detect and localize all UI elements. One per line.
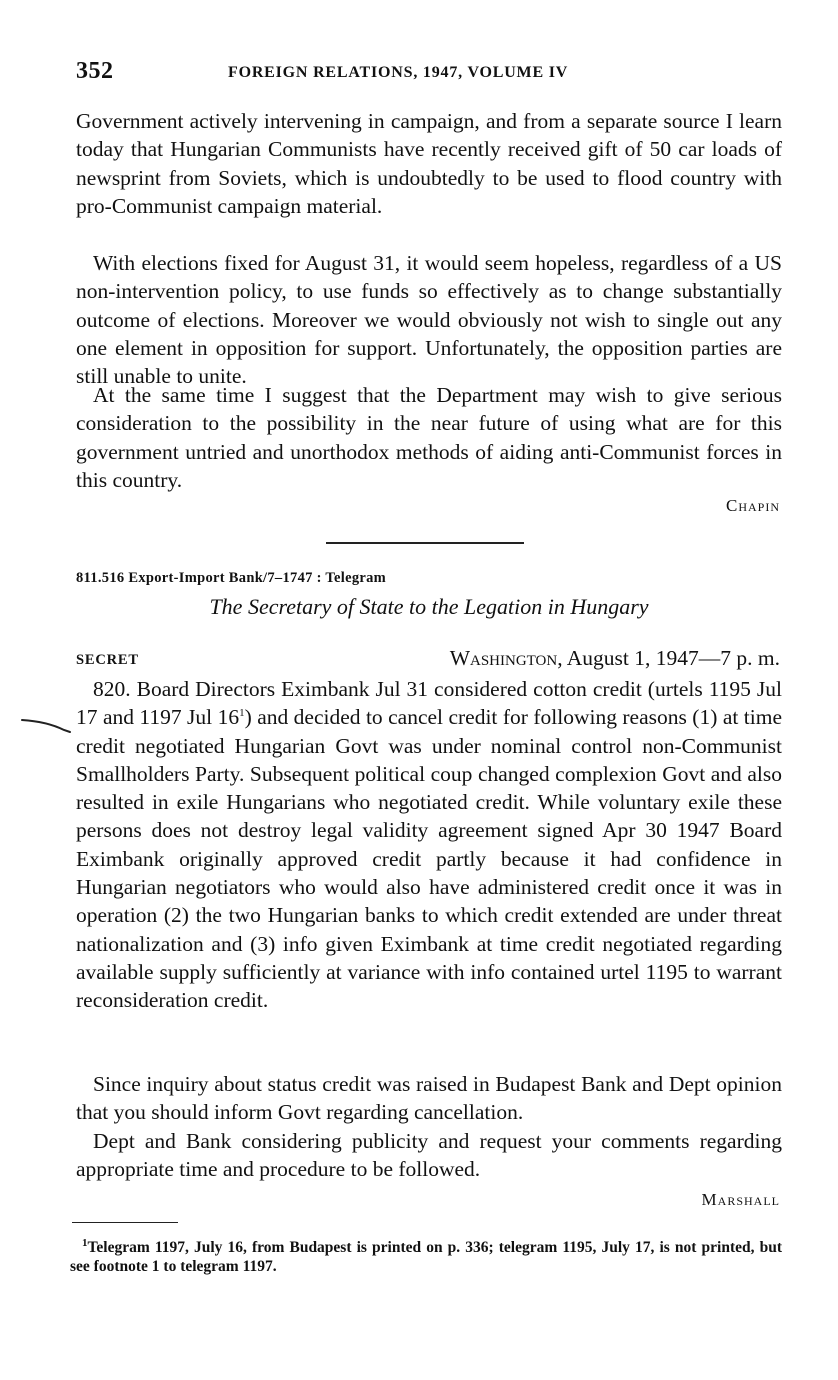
handwritten-margin-mark (20, 712, 76, 736)
date-text: , August 1, 1947—7 p. m. (557, 646, 780, 670)
telegram-signature: Marshall (701, 1190, 780, 1209)
previous-doc-paragraph-1: Government actively intervening in campaign, and from a separate source I learn today that Hungarian Communists have recently received gift of 50 car loads of newsprint from Soviets, which is undoubtedly to be used to flood country with pro-Communist campaign material. (76, 109, 782, 218)
previous-doc-paragraph-3: At the same time I suggest that the Department may wish to give serious consideration to the possibility in the near future of using what are for this government untried and unorthodox methods of aiding anti-Communist forces in this country. (76, 383, 782, 492)
file-reference: 811.516 Export-Import Bank/7–1747 : Telegram (76, 570, 387, 586)
telegram-paragraph-1-part-b: ) and decided to cancel credit for following reasons (1) at time credit negotiated Hungarian Govt was under nominal control non-Communist Smallholders Party. Subsequent political coup changed complexion Govt and also resulted in exile Hungarians who negotiated credit. While voluntary exile these persons does not destroy legal validity agreement signed Apr 30 1947 Board Eximbank originally approved credit partly because it had confidence in Hungarian negotiators who would also have administered credit once it was in operation (2) the two Hungarian banks to which credit extended are under threat nationalization and (3) info given Eximbank at time credit negotiated regarding available supply sufficiently at variance with info contained urtel 1195 to warrant reconsideration credit. (76, 705, 782, 1013)
footnote-reference: 1 (239, 707, 245, 720)
telegram-paragraph-1-part-a: 820. Board Directors Eximbank Jul 31 considered cotton credit (urtels 1195 Jul 17 and 1197 Jul 16 (76, 677, 782, 730)
footnote-marker: 1 (82, 1236, 88, 1249)
previous-doc-signature: Chapin (725, 496, 780, 515)
running-head: FOREIGN RELATIONS, 1947, VOLUME IV (228, 64, 569, 81)
section-divider (326, 542, 524, 544)
footnote-divider (72, 1222, 178, 1223)
footnote (70, 1238, 782, 1276)
date-place (450, 646, 780, 671)
document-title: The Secretary of State to the Legation in Hungary (209, 594, 649, 619)
place-name: Washington (449, 646, 558, 670)
telegram-paragraph-1 (76, 675, 782, 1015)
telegram-paragraph-2: Since inquiry about status credit was raised in Budapest Bank and Dept opinion that you should inform Govt regarding cancellation. (76, 1072, 782, 1125)
classification-label: SECRET (76, 652, 139, 668)
page-number: 352 (76, 58, 114, 84)
dateline (76, 646, 780, 676)
footnote-text: Telegram 1197, July 16, from Budapest is printed on p. 336; telegram 1195, July 17, is not printed, but see footnote 1 to telegram 1197. (70, 1239, 782, 1275)
previous-doc-paragraph-2: With elections fixed for August 31, it would seem hopeless, regardless of a US non-intervention policy, to use funds so effectively as to change substantially outcome of elections. Moreover we would obviously not wish to single out any one element in opposition for support. Unfortunately, the opposition parties are still unable to unite. (76, 251, 782, 389)
page-header (76, 58, 781, 92)
telegram-paragraph-3: Dept and Bank considering publicity and request your comments regarding appropriate time and procedure to be followed. (76, 1129, 782, 1182)
